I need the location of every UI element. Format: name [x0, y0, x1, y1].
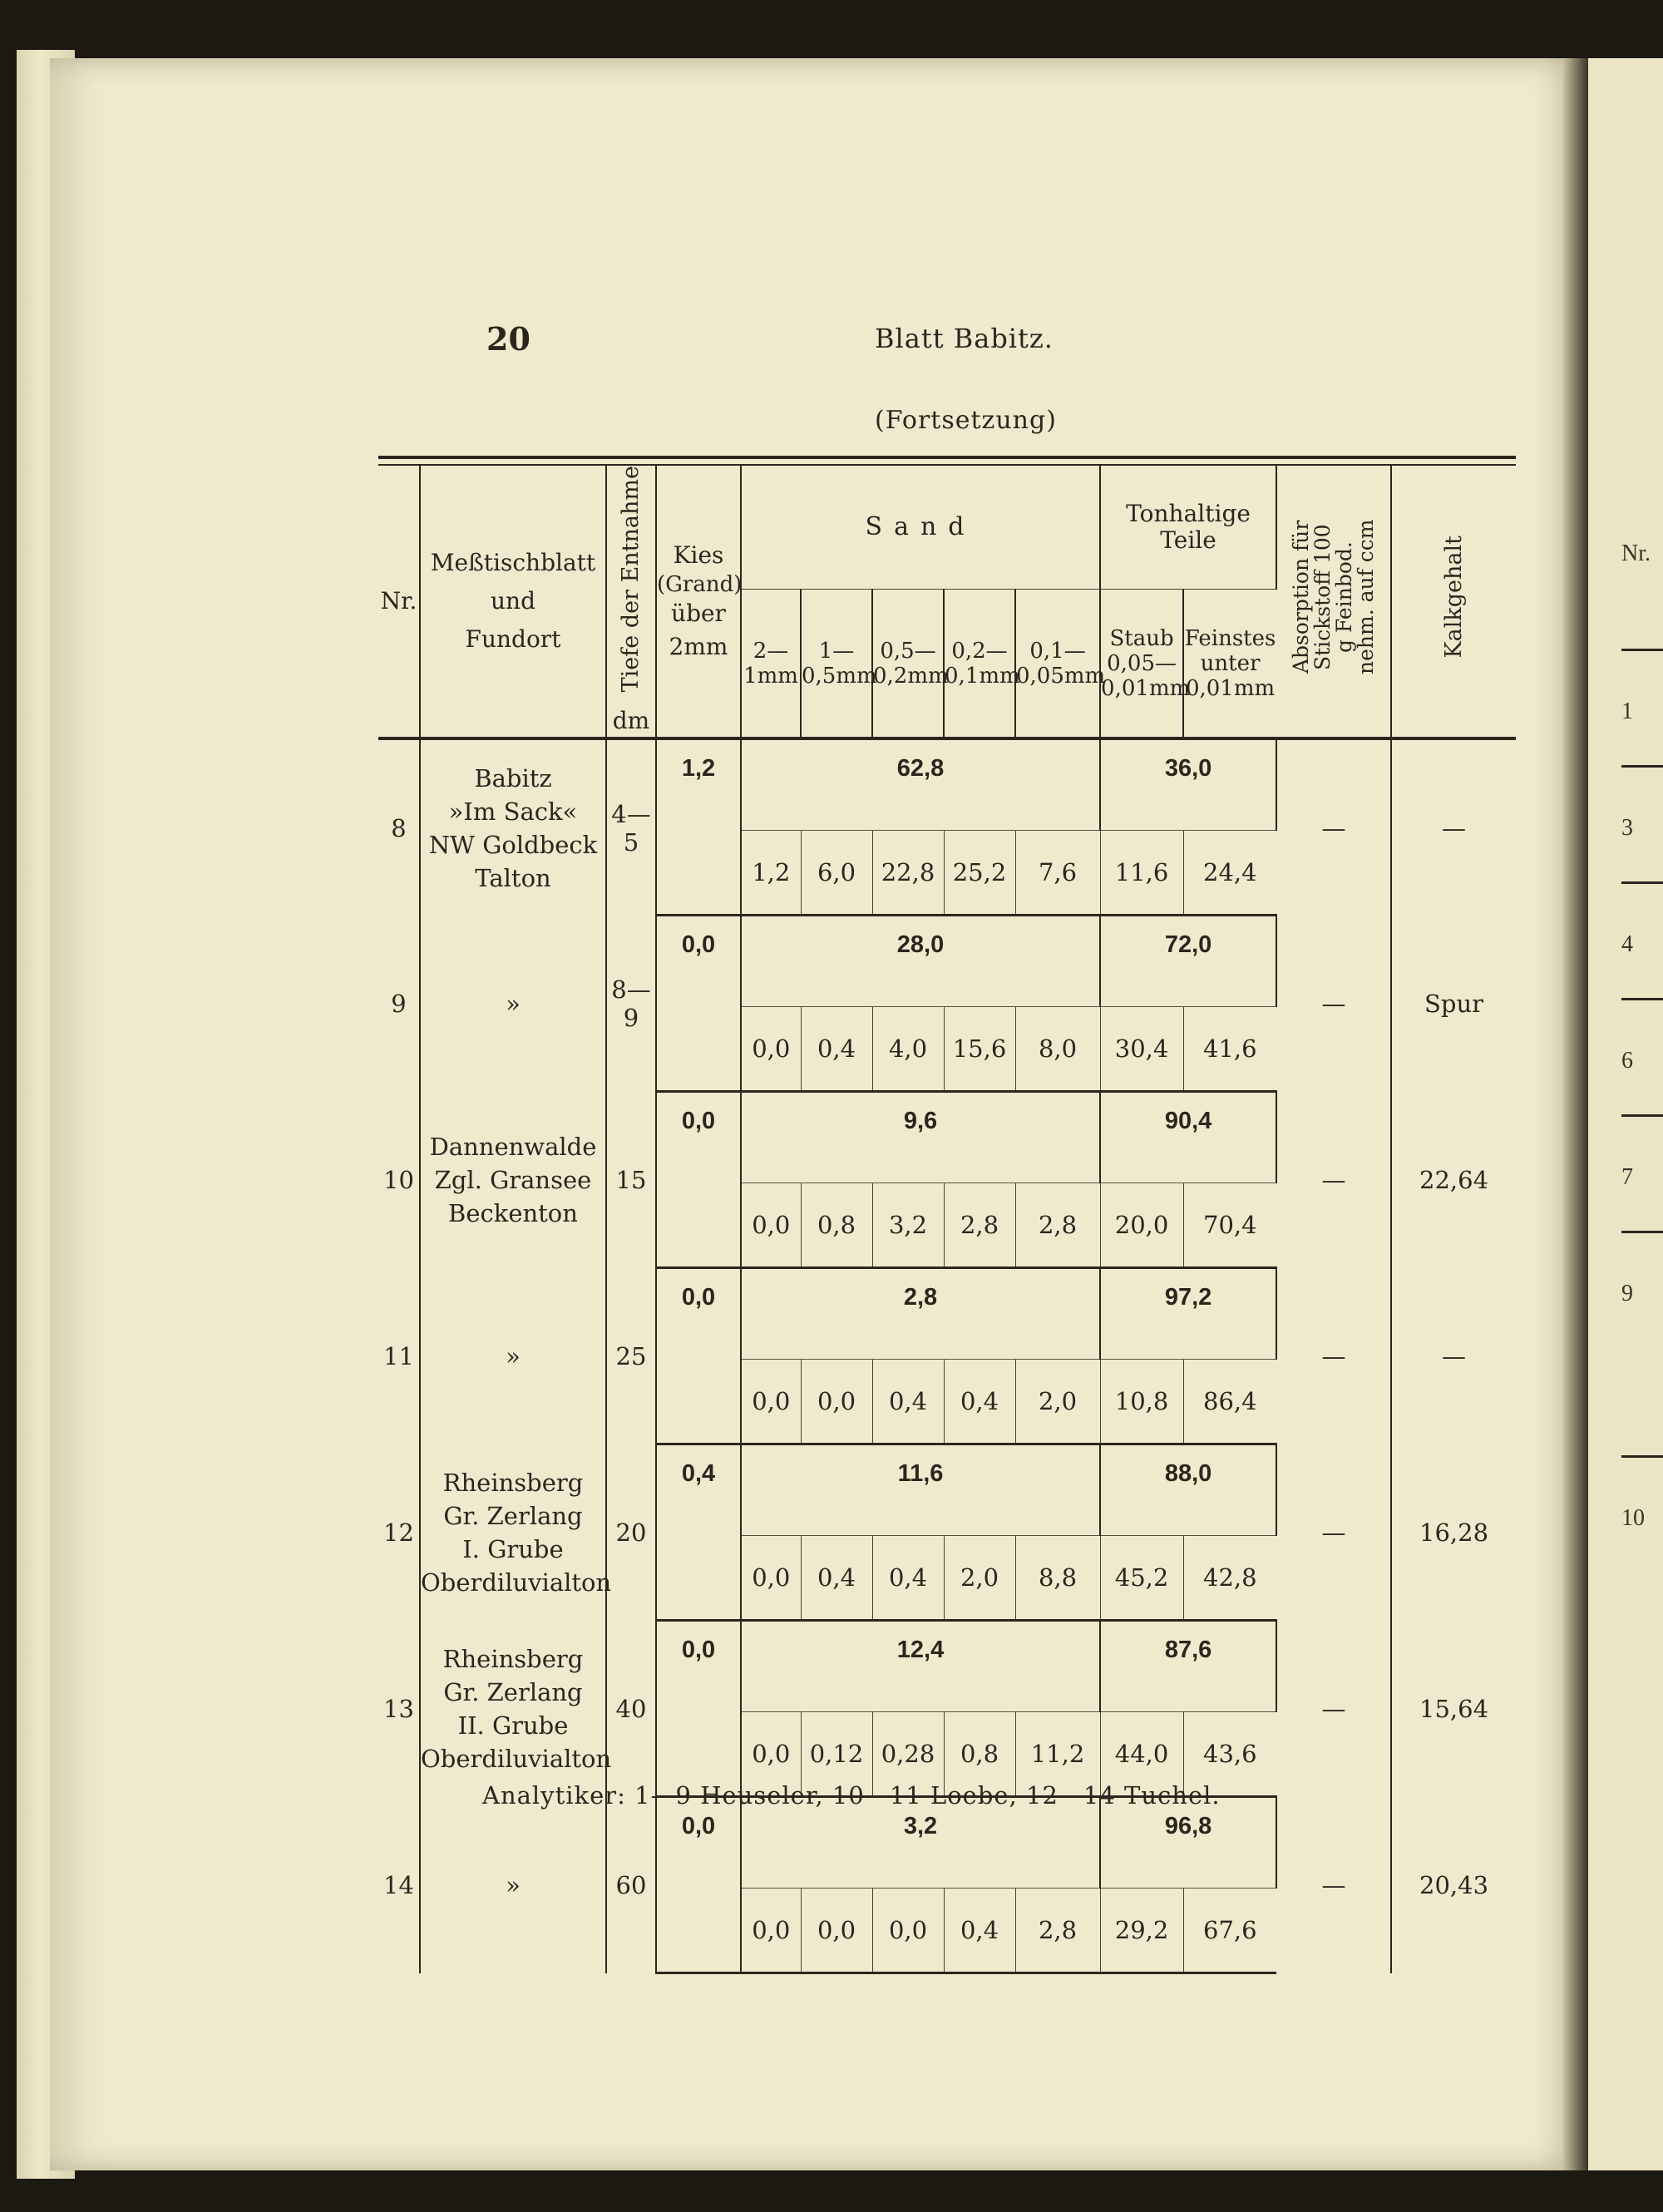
row-staub: 44,0 — [1100, 1712, 1183, 1797]
analysis-table — [378, 456, 1516, 1974]
table-subtitle: (Fortsetzung) — [875, 406, 1057, 435]
header-kies-l3: über — [671, 600, 726, 628]
row-absorption: — — [1276, 1444, 1391, 1621]
row-absorption: — — [1276, 1268, 1391, 1444]
row-kalk: Spur — [1424, 989, 1484, 1018]
row-feinstes: 24,4 — [1183, 831, 1276, 916]
header-kies-l2: (Grand) — [657, 572, 743, 598]
row-ton-total: 90,4 — [1100, 1092, 1276, 1183]
row-feinstes: 86,4 — [1183, 1360, 1276, 1444]
row-sand-fraction: 0,0 — [741, 1183, 801, 1268]
row-nr: 14 — [378, 1797, 420, 1973]
row-sand-fraction: 0,4 — [801, 1536, 872, 1621]
table-row — [378, 738, 1516, 831]
header-fundort-l3: Fundort — [465, 625, 561, 654]
row-kies: 1,2 — [656, 738, 741, 831]
row-sand-fraction: 2,8 — [944, 1183, 1015, 1268]
header-sand-01-005: 0,1— 0,05mm — [1015, 590, 1100, 739]
row-kalk: 22,64 — [1419, 1165, 1489, 1194]
row-kies-empty — [656, 1889, 741, 1973]
row-kies-empty — [656, 831, 741, 916]
row-kalk: 20,43 — [1419, 1870, 1489, 1899]
row-kalk: 16,28 — [1419, 1518, 1489, 1547]
row-nr: 12 — [378, 1444, 420, 1621]
next-page-rule — [1621, 1231, 1663, 1233]
row-sand-fraction: 6,0 — [801, 831, 872, 916]
page-number: 20 — [486, 320, 530, 358]
header-sand-02-01: 0,2— 0,1mm — [944, 590, 1015, 739]
table-row — [378, 1268, 1516, 1360]
row-kalk: 15,64 — [1419, 1694, 1489, 1723]
row-ton-total: 96,8 — [1100, 1797, 1276, 1889]
row-sand-fraction: 8,8 — [1015, 1536, 1100, 1621]
header-kies-l1: Kies — [673, 541, 724, 570]
row-sand-total: 12,4 — [741, 1621, 1100, 1712]
row-ton-total: 72,0 — [1100, 916, 1276, 1007]
row-sand-fraction: 0,0 — [741, 1889, 801, 1973]
header-ton: Tonhaltige Teile — [1100, 466, 1276, 590]
row-kies-empty — [656, 1007, 741, 1092]
row-feinstes: 42,8 — [1183, 1536, 1276, 1621]
header-feinstes: Feinstes unter 0,01mm — [1183, 590, 1276, 739]
row-ton-total: 88,0 — [1100, 1444, 1276, 1536]
row-fundort: Rheinsberg Gr. Zerlang II. Grube Oberdiluvialton — [420, 1621, 606, 1797]
row-kies: 0,4 — [656, 1444, 741, 1536]
next-page-number: 6 — [1621, 1048, 1633, 1074]
row-sand-fraction: 0,0 — [801, 1360, 872, 1444]
row-sand-fraction: 0,0 — [801, 1889, 872, 1973]
table-top-rule — [378, 456, 1516, 459]
next-page-rule — [1621, 1114, 1663, 1117]
row-sand-fraction: 2,0 — [944, 1536, 1015, 1621]
row-sand-total: 62,8 — [741, 738, 1100, 831]
row-fundort: » — [420, 1797, 606, 1973]
page-title: Blatt Babitz. — [875, 323, 1054, 354]
header-kalk-label: Kalkgehalt — [1440, 536, 1467, 659]
header-fundort-l2: und — [491, 587, 535, 615]
row-feinstes: 43,6 — [1183, 1712, 1276, 1797]
row-absorption: — — [1276, 1621, 1391, 1797]
header-kies-l4: 2mm — [669, 633, 728, 661]
header-tiefe-unit: dm — [612, 707, 650, 735]
row-nr: 13 — [378, 1621, 420, 1797]
row-sand-fraction: 0,4 — [872, 1360, 944, 1444]
row-kies-empty — [656, 1536, 741, 1621]
row-tiefe: 4—5 — [606, 738, 656, 916]
row-kies: 0,0 — [656, 916, 741, 1007]
row-absorption: — — [1276, 738, 1391, 916]
row-nr: 9 — [378, 916, 420, 1092]
header-absorption-label: Absorption für Stickstoff 100 g Feinbod. nehm. auf ccm — [1289, 519, 1379, 675]
next-page-rule — [1621, 765, 1663, 768]
row-ton-total: 36,0 — [1100, 738, 1276, 831]
row-staub: 11,6 — [1100, 831, 1183, 916]
row-sand-total: 28,0 — [741, 916, 1100, 1007]
row-sand-fraction: 0,0 — [741, 1360, 801, 1444]
header-sand-2-1: 2— 1mm — [741, 590, 801, 739]
row-sand-fraction: 0,12 — [801, 1712, 872, 1797]
row-staub: 30,4 — [1100, 1007, 1183, 1092]
row-staub: 10,8 — [1100, 1360, 1183, 1444]
header-fundort — [420, 466, 606, 738]
header-absorption — [1276, 466, 1391, 738]
table-row — [378, 1621, 1516, 1712]
row-sand-fraction: 0,4 — [801, 1007, 872, 1092]
row-feinstes: 41,6 — [1183, 1007, 1276, 1092]
row-ton-total: 97,2 — [1100, 1268, 1276, 1360]
row-sand-fraction: 3,2 — [872, 1183, 944, 1268]
row-tiefe: 15 — [606, 1092, 656, 1268]
next-page-rule — [1621, 881, 1663, 884]
row-absorption: — — [1276, 1797, 1391, 1973]
next-page-rule — [1621, 1455, 1663, 1458]
row-kies-empty — [656, 1183, 741, 1268]
row-fundort: Babitz »Im Sack« NW Goldbeck Talton — [420, 738, 606, 916]
row-sand-fraction: 1,2 — [741, 831, 801, 916]
header-sand-1-05: 1— 0,5mm — [801, 590, 872, 739]
row-sand-fraction: 4,0 — [872, 1007, 944, 1092]
header-staub: Staub 0,05— 0,01mm — [1100, 590, 1183, 739]
row-sand-fraction: 0,0 — [872, 1889, 944, 1973]
row-fundort: » — [420, 916, 606, 1092]
row-feinstes: 67,6 — [1183, 1889, 1276, 1973]
header-kies — [656, 466, 741, 738]
page-gutter — [1563, 58, 1588, 2170]
row-sand-fraction: 11,2 — [1015, 1712, 1100, 1797]
row-sand-fraction: 0,4 — [944, 1889, 1015, 1973]
row-sand-fraction: 25,2 — [944, 831, 1015, 916]
header-tiefe-label: Tiefe der Entnahme — [618, 466, 644, 693]
row-sand-fraction: 2,8 — [1015, 1889, 1100, 1973]
row-kies-empty — [656, 1360, 741, 1444]
header-sand: Sand — [741, 466, 1100, 590]
header-fundort-l1: Meßtischblatt — [430, 549, 596, 577]
row-kies: 0,0 — [656, 1092, 741, 1183]
row-sand-fraction: 0,0 — [741, 1712, 801, 1797]
row-sand-fraction: 7,6 — [1015, 831, 1100, 916]
row-sand-fraction: 2,8 — [1015, 1183, 1100, 1268]
row-kies: 0,0 — [656, 1621, 741, 1712]
row-feinstes: 70,4 — [1183, 1183, 1276, 1268]
row-sand-fraction: 0,8 — [801, 1183, 872, 1268]
row-staub: 29,2 — [1100, 1889, 1183, 1973]
row-sand-total: 11,6 — [741, 1444, 1100, 1536]
row-nr: 11 — [378, 1268, 420, 1444]
next-page-peek — [1588, 58, 1663, 2170]
next-page-number: 7 — [1621, 1164, 1633, 1190]
row-fundort: Rheinsberg Gr. Zerlang I. Grube Oberdiluvialton — [420, 1444, 606, 1621]
row-absorption: — — [1276, 916, 1391, 1092]
next-page-number: 9 — [1621, 1281, 1633, 1306]
row-kalk: — — [1442, 813, 1467, 842]
row-ton-total: 87,6 — [1100, 1621, 1276, 1712]
row-fundort: Dannenwalde Zgl. Gransee Beckenton — [420, 1092, 606, 1268]
next-page-number: 10 — [1621, 1505, 1645, 1531]
row-sand-fraction: 22,8 — [872, 831, 944, 916]
next-page-rule — [1621, 649, 1663, 651]
row-tiefe: 40 — [606, 1621, 656, 1797]
row-tiefe: 60 — [606, 1797, 656, 1973]
table-row — [378, 1797, 1516, 1889]
row-sand-fraction: 15,6 — [944, 1007, 1015, 1092]
header-sand-05-02: 0,5— 0,2mm — [872, 590, 944, 739]
row-kies: 0,0 — [656, 1797, 741, 1889]
row-kalk: — — [1442, 1341, 1467, 1370]
header-nr: Nr. — [378, 466, 420, 738]
row-sand-fraction: 0,8 — [944, 1712, 1015, 1797]
row-sand-total: 2,8 — [741, 1268, 1100, 1360]
row-sand-total: 3,2 — [741, 1797, 1100, 1889]
table-row — [378, 1444, 1516, 1536]
table-row — [378, 1092, 1516, 1183]
next-page-number: 3 — [1621, 815, 1633, 841]
row-sand-fraction: 2,0 — [1015, 1360, 1100, 1444]
row-nr: 10 — [378, 1092, 420, 1268]
table-row — [378, 916, 1516, 1007]
row-tiefe: 25 — [606, 1268, 656, 1444]
row-sand-fraction: 0,4 — [944, 1360, 1015, 1444]
analyst-footnote: Analytiker: 1—9 Heuseler, 10—11 Loebe, 12—14 Tuchel. — [482, 1781, 1221, 1810]
next-page-rule — [1621, 998, 1663, 1000]
header-kalk — [1391, 466, 1516, 738]
row-staub: 45,2 — [1100, 1536, 1183, 1621]
row-tiefe: 8—9 — [606, 916, 656, 1092]
next-page-number: 4 — [1621, 931, 1633, 957]
row-sand-fraction: 0,0 — [741, 1536, 801, 1621]
row-absorption: — — [1276, 1092, 1391, 1268]
row-sand-total: 9,6 — [741, 1092, 1100, 1183]
row-sand-fraction: 0,4 — [872, 1536, 944, 1621]
row-fundort: » — [420, 1268, 606, 1444]
row-tiefe: 20 — [606, 1444, 656, 1621]
row-sand-fraction: 8,0 — [1015, 1007, 1100, 1092]
row-staub: 20,0 — [1100, 1183, 1183, 1268]
row-sand-fraction: 0,28 — [872, 1712, 944, 1797]
header-tiefe — [606, 466, 656, 738]
row-kies: 0,0 — [656, 1268, 741, 1360]
next-page-number: 1 — [1621, 699, 1633, 724]
next-page-header: Nr. — [1621, 541, 1651, 566]
row-nr: 8 — [378, 738, 420, 916]
row-sand-fraction: 0,0 — [741, 1007, 801, 1092]
